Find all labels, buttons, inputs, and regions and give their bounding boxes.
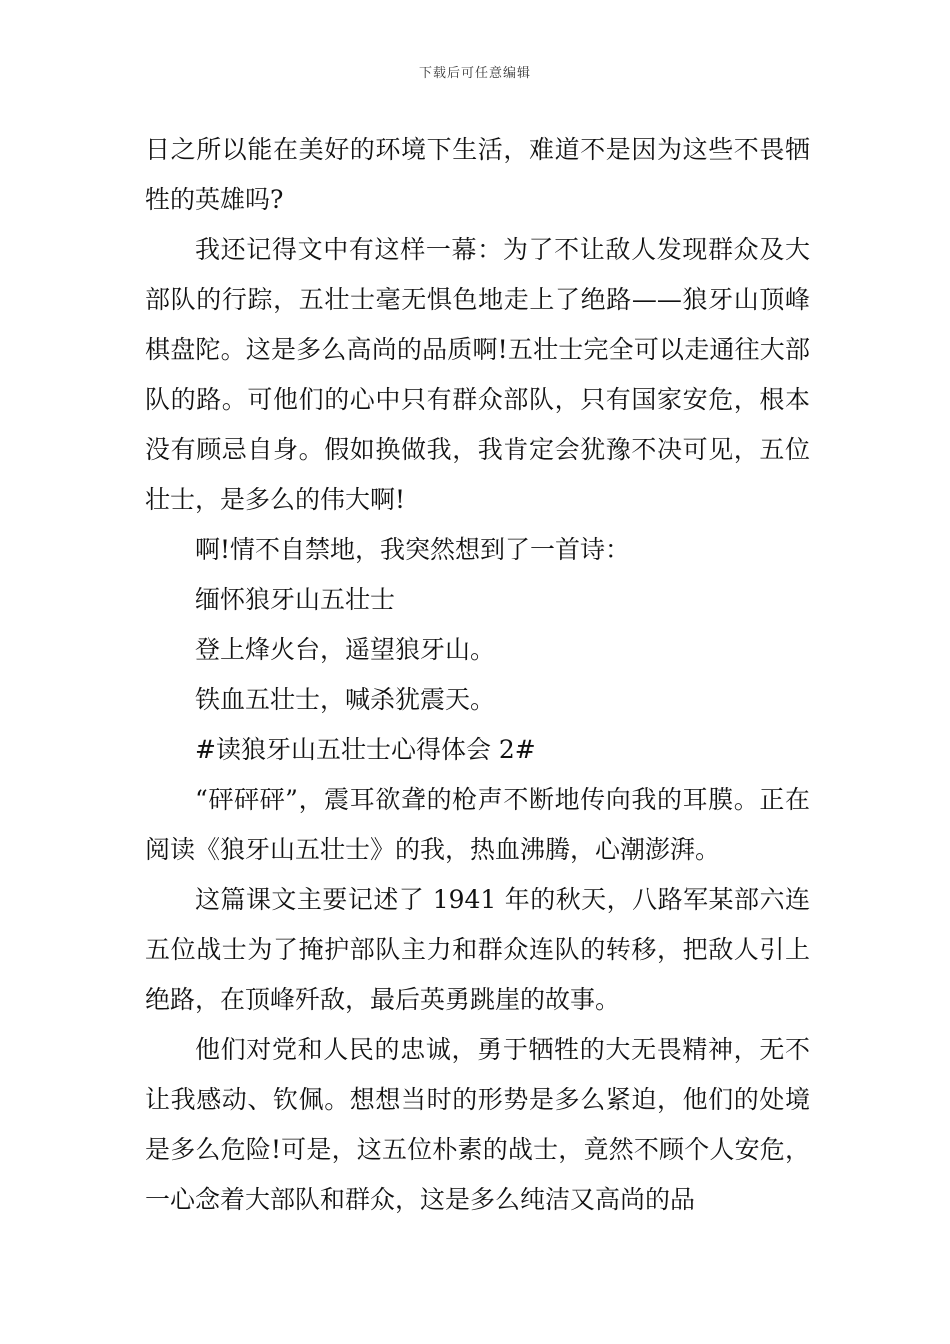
poem-line: 铁血五壮士，喊杀犹震天。 bbox=[195, 685, 496, 714]
paragraph: 啊!情不自禁地，我突然想到了一首诗： bbox=[195, 535, 631, 564]
paragraph-continuation: 日之所以能在美好的环境下生活，难道不是因为这些不畏牺牲的英雄吗? bbox=[145, 135, 810, 214]
body-text bbox=[145, 125, 810, 1225]
paragraph: “砰砰砰”，震耳欲聋的枪声不断地传向我的耳膜。正在阅读《狼牙山五壮士》的我，热血沸腾，心潮澎湃。 bbox=[145, 785, 810, 864]
section-heading: #读狼牙山五壮士心得体会 2# bbox=[195, 735, 536, 764]
paragraph: 我还记得文中有这样一幕：为了不让敌人发现群众及大部队的行踪，五壮士毫无惧色地走上了绝路——狼牙山顶峰棋盘陀。这是多么高尚的品质啊!五壮士完全可以走通往大部队的路。可他们的心中只有群众部队，只有国家安危，根本没有顾忌自身。假如换做我，我肯定会犹豫不决可见，五位壮士，是多么的伟大啊! bbox=[145, 235, 810, 514]
paragraph: 他们对党和人民的忠诚，勇于牺牲的大无畏精神，无不让我感动、钦佩。想想当时的形势是多么紧迫，他们的处境是多么危险!可是，这五位朴素的战士，竟然不顾个人安危，一心念着大部队和群众，这是多么纯洁又高尚的品 bbox=[145, 1035, 810, 1214]
poem-title: 缅怀狼牙山五壮士 bbox=[195, 585, 396, 614]
poem-line: 登上烽火台，遥望狼牙山。 bbox=[195, 635, 496, 664]
paragraph: 这篇课文主要记述了 1941 年的秋天，八路军某部六连五位战士为了掩护部队主力和群众连队的转移，把敌人引上绝路，在顶峰歼敌，最后英勇跳崖的故事。 bbox=[145, 885, 810, 1014]
page-header: 下载后可任意编辑 bbox=[418, 66, 531, 81]
